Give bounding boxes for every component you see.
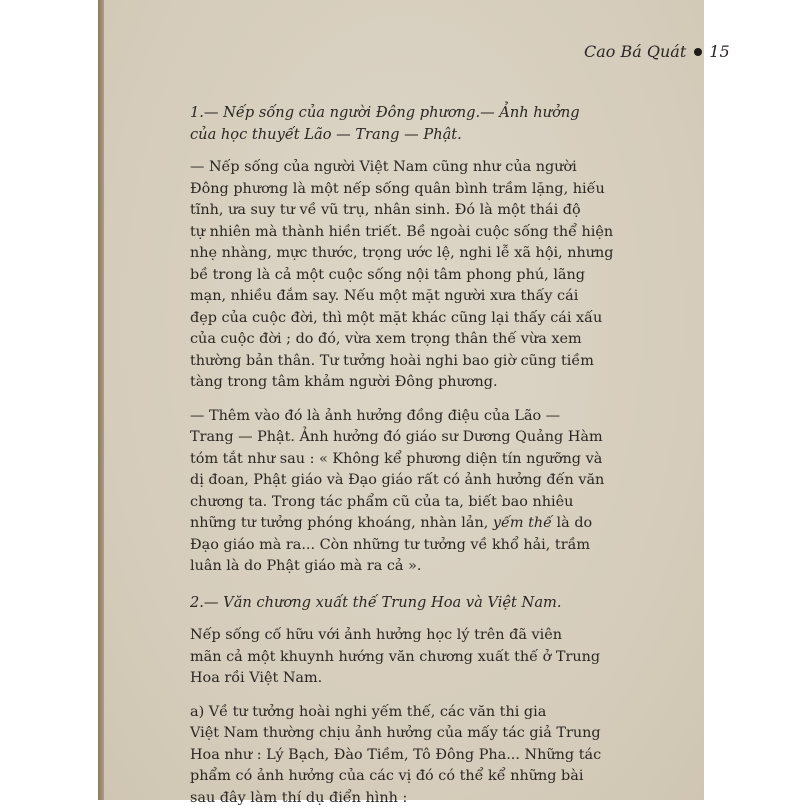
quote-text-start: — Thêm vào đó là ảnh hưởng đồng điệu của Lão — Trang — Phật. Ảnh hưởng đó giáo sư Dương Quảng Hàm tóm tắt như sau : « Không kể phương diện tín ngưỡng và dị đoan, Phật giáo và Đạo giáo rất có ảnh hưởng đến văn chương ta. Trong tác phẩm cũ của ta, biết bao nhiêu những tư tưởng phóng khoáng, nhàn lản, [190,408,604,532]
section-2-heading: 2.— Văn chương xuất thế Trung Hoa và Việt Nam. [190,592,746,614]
section-1-paragraph-2 [190,406,746,578]
quote-text-end: là do Đạo giáo mà ra... Còn những tư tưởng về khổ hải, trầm luân là do Phật giáo mà ra cả ». [190,515,592,574]
section-1-paragraph-1: — Nếp sống của người Việt Nam cũng như của người Đông phương là một nếp sống quân bình trầm lặng, hiếu tĩnh, ưa suy tư về vũ trụ, nhân sinh. Đó là một thái độ tự nhiên mà thành hiền triết. Bề ngoài cuộc sống thể hiện nhẹ nhàng, mực thước, trọng ước lệ, nghi lễ xã hội, nhưng bề trong là cả một cuộc sống nội tâm phong phú, lãng mạn, nhiều đắm say. Nếu một mặt người xưa thấy cái đẹp của cuộc đời, thì một mặt khác cũng lại thấy cái xấu của cuộc đời ; do đó, vừa xem trọng thân thế vừa xem thường bản thân. Tư tưởng hoài nghi bao giờ cũng tiềm tàng trong tâm khảm người Đông phương. [190,157,746,394]
section-2-paragraph-1: Nếp sống cố hữu với ảnh hưởng học lý trên đã viên mãn cả một khuynh hướng văn chương xuất thế ở Trung Hoa rồi Việt Nam. [190,625,746,690]
book-page [104,0,704,800]
quote-emphasis: yếm thế [493,515,552,531]
page-number: 15 [709,42,729,61]
page-body [190,40,746,809]
running-head-title: Cao Bá Quát [584,42,686,61]
section-1-heading: 1.— Nếp sống của người Đông phương.— Ảnh hưởng của học thuyết Lão — Trang — Phật. [190,102,746,145]
section-2-paragraph-2: a) Về tư tưởng hoài nghi yếm thế, các văn thi gia Việt Nam thường chịu ảnh hưởng của mấy tác giả Trung Hoa như : Lý Bạch, Đào Tiềm, Tô Đông Pha... Những tác phẩm có ảnh hưởng của các vị đó có thể kể những bài sau đây làm thí dụ điển hình : [190,702,746,809]
